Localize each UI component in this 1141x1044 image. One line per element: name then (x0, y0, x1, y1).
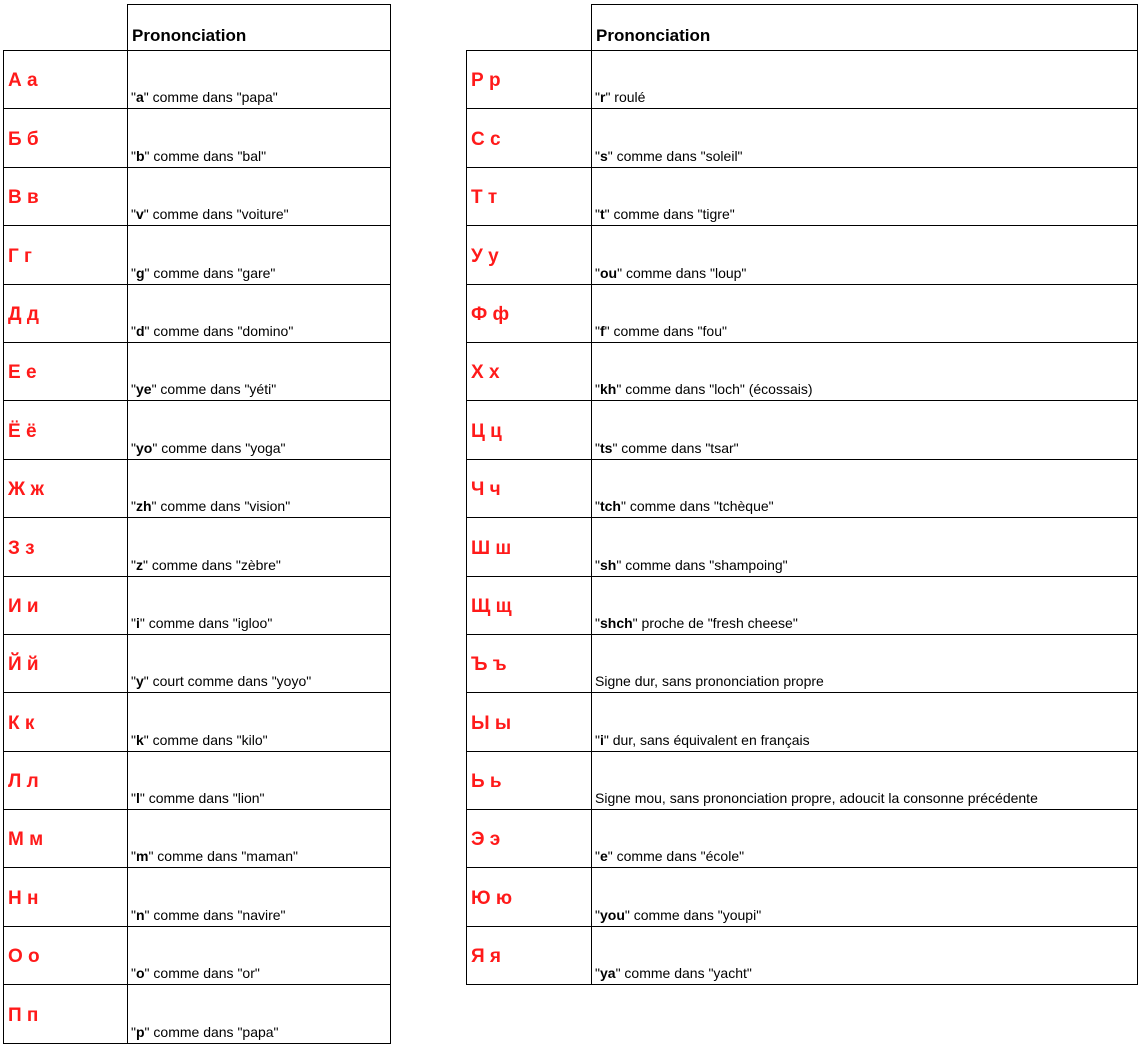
pronunciation-example: " comme dans "tchèque" (620, 498, 774, 515)
header-empty-cell (467, 5, 592, 51)
cyrillic-letter: И и (4, 576, 128, 634)
table-body-right (467, 51, 1138, 985)
cyrillic-letter: Г г (4, 226, 128, 284)
pronunciation-example: " comme dans "gare" (144, 264, 276, 281)
pronunciation-example: " comme dans "maman" (148, 848, 298, 865)
pronunciation-example: " comme dans "lion" (139, 790, 265, 807)
pronunciation-cell (592, 459, 1138, 517)
cyrillic-letter: Ы ы (467, 693, 592, 751)
pronunciation-cell (128, 51, 391, 109)
pronunciation-cell (592, 226, 1138, 284)
pronunciation-example: " roulé (605, 89, 646, 106)
pronunciation-prefix: " (131, 614, 136, 631)
cyrillic-letter: З з (4, 518, 128, 576)
alphabet-table-left (3, 4, 391, 1044)
cyrillic-letter: Щ щ (467, 576, 592, 634)
table-row (4, 226, 391, 284)
cyrillic-letter: К к (4, 693, 128, 751)
cyrillic-letter: Ж ж (4, 459, 128, 517)
pronunciation-sound: sh (599, 556, 617, 573)
pronunciation-prefix: " (131, 264, 136, 281)
pronunciation-cell (592, 751, 1138, 809)
cyrillic-letter: Р р (467, 51, 592, 109)
pronunciation-example: " comme dans "or" (144, 965, 260, 982)
pronunciation-prefix: " (595, 498, 600, 515)
table-row (467, 868, 1138, 926)
table-row (467, 576, 1138, 634)
pronunciation-prefix: " (595, 965, 600, 982)
cyrillic-letter: Ц ц (467, 401, 592, 459)
pronunciation-example: " comme dans "soleil" (607, 147, 743, 164)
cyrillic-letter: Ч ч (467, 459, 592, 517)
pronunciation-cell (128, 985, 391, 1043)
pronunciation-prefix: " (131, 556, 136, 573)
table-row (467, 810, 1138, 868)
pronunciation-prefix: " (131, 965, 136, 982)
pronunciation-prefix: " (131, 381, 136, 398)
cyrillic-letter: Т т (467, 167, 592, 225)
pronunciation-cell (592, 693, 1138, 751)
pronunciation-example: Signe mou, sans prononciation propre, adoucit la consonne précédente (595, 790, 1038, 807)
pronunciation-prefix: " (595, 731, 600, 748)
pronunciation-prefix: " (595, 906, 600, 923)
pronunciation-cell (128, 810, 391, 868)
pronunciation-cell (128, 109, 391, 167)
pronunciation-prefix: " (131, 1023, 136, 1040)
pronunciation-example: " court comme dans "yoyo" (143, 673, 312, 690)
pronunciation-prefix: " (131, 906, 136, 923)
pronunciation-prefix: " (595, 439, 600, 456)
pronunciation-cell (128, 226, 391, 284)
pronunciation-example: " proche de "fresh cheese" (632, 614, 798, 631)
pronunciation-sound: shch (599, 614, 633, 631)
pronunciation-sound: e (599, 848, 608, 865)
table-row (4, 401, 391, 459)
pronunciation-example: " comme dans "loch" (écossais) (616, 381, 813, 398)
pronunciation-sound: i (599, 731, 604, 748)
cyrillic-letter: Ъ ъ (467, 634, 592, 692)
pronunciation-sound: ye (135, 381, 152, 398)
table-header-row (467, 5, 1138, 51)
pronunciation-header: Prononciation (128, 5, 391, 51)
pronunciation-cell (592, 926, 1138, 984)
pronunciation-prefix: " (595, 264, 600, 281)
cyrillic-letter: Д д (4, 284, 128, 342)
pronunciation-sound: ya (599, 965, 616, 982)
pronunciation-example: " comme dans "papa" (143, 89, 278, 106)
pronunciation-sound: g (135, 264, 145, 281)
pronunciation-cell (128, 751, 391, 809)
pronunciation-example: " comme dans "vision" (151, 498, 291, 515)
pronunciation-example: " comme dans "shampoing" (616, 556, 788, 573)
pronunciation-cell (592, 518, 1138, 576)
pronunciation-example: " comme dans "domino" (144, 322, 294, 339)
table-row (4, 634, 391, 692)
pronunciation-cell (128, 401, 391, 459)
pronunciation-cell (128, 284, 391, 342)
pronunciation-prefix: " (131, 498, 136, 515)
pronunciation-sound: z (135, 556, 143, 573)
pronunciation-cell (592, 401, 1138, 459)
pronunciation-cell (128, 459, 391, 517)
pronunciation-example: " comme dans "yacht" (615, 965, 752, 982)
cyrillic-letter: Ь ь (467, 751, 592, 809)
table-row (4, 985, 391, 1043)
pronunciation-cell (128, 518, 391, 576)
table-row (467, 51, 1138, 109)
pronunciation-example: " comme dans "zèbre" (142, 556, 281, 573)
pronunciation-prefix: " (131, 89, 136, 106)
pronunciation-sound: zh (135, 498, 152, 515)
pronunciation-sound: tch (599, 498, 621, 515)
table-row (467, 342, 1138, 400)
pronunciation-sound: ou (599, 264, 618, 281)
table-row (4, 284, 391, 342)
pronunciation-cell (592, 634, 1138, 692)
pronunciation-cell (592, 576, 1138, 634)
pronunciation-example: " comme dans "voiture" (143, 206, 289, 223)
pronunciation-sound: l (135, 790, 140, 807)
cyrillic-letter: Э э (467, 810, 592, 868)
pronunciation-sound: ts (599, 439, 613, 456)
pronunciation-sound: k (135, 731, 144, 748)
pronunciation-example: " comme dans "yéti" (151, 381, 277, 398)
cyrillic-letter: Ю ю (467, 868, 592, 926)
table-row (4, 926, 391, 984)
table-body-left (4, 51, 391, 1044)
pronunciation-prefix: " (131, 848, 136, 865)
pronunciation-example: " comme dans "bal" (144, 147, 267, 164)
table-row (467, 401, 1138, 459)
cyrillic-letter: Й й (4, 634, 128, 692)
pronunciation-prefix: " (595, 381, 600, 398)
pronunciation-cell (128, 576, 391, 634)
pronunciation-prefix: " (131, 790, 136, 807)
pronunciation-example: " comme dans "yoga" (152, 439, 286, 456)
pronunciation-sound: f (599, 322, 605, 339)
pronunciation-example: " comme dans "tigre" (604, 206, 735, 223)
table-row (467, 459, 1138, 517)
pronunciation-sound: a (135, 89, 144, 106)
pronunciation-sound: s (599, 147, 608, 164)
table-row (467, 751, 1138, 809)
pronunciation-sound: i (135, 614, 140, 631)
table-row (4, 518, 391, 576)
cyrillic-letter: В в (4, 167, 128, 225)
pronunciation-prefix: " (131, 322, 136, 339)
cyrillic-letter: Ш ш (467, 518, 592, 576)
pronunciation-sound: you (599, 906, 625, 923)
cyrillic-letter: У у (467, 226, 592, 284)
pronunciation-cell (592, 51, 1138, 109)
pronunciation-cell (128, 926, 391, 984)
pronunciation-cell (128, 342, 391, 400)
cyrillic-letter: М м (4, 810, 128, 868)
pronunciation-cell (128, 693, 391, 751)
cyrillic-letter: А а (4, 51, 128, 109)
pronunciation-header: Prononciation (592, 5, 1138, 51)
cyrillic-letter: Х х (467, 342, 592, 400)
table-row (467, 634, 1138, 692)
pronunciation-prefix: " (595, 322, 600, 339)
pronunciation-sound: yo (135, 439, 153, 456)
table-row (4, 751, 391, 809)
pronunciation-sound: n (135, 906, 145, 923)
table-row (467, 284, 1138, 342)
table-row (4, 51, 391, 109)
cyrillic-letter: Л л (4, 751, 128, 809)
pronunciation-prefix: " (131, 206, 136, 223)
cyrillic-letter: Я я (467, 926, 592, 984)
pronunciation-prefix: " (131, 673, 136, 690)
cyrillic-letter: Н н (4, 868, 128, 926)
pronunciation-prefix: " (595, 147, 600, 164)
pronunciation-example: " comme dans "papa" (144, 1023, 279, 1040)
cyrillic-letter: Ё ё (4, 401, 128, 459)
table-row (4, 109, 391, 167)
cyrillic-letter: О о (4, 926, 128, 984)
pronunciation-example: " comme dans "fou" (604, 322, 727, 339)
table-row (4, 342, 391, 400)
pronunciation-cell (128, 167, 391, 225)
table-row (4, 167, 391, 225)
pronunciation-cell (128, 634, 391, 692)
pronunciation-cell (128, 868, 391, 926)
pronunciation-sound: d (135, 322, 145, 339)
pronunciation-cell (592, 284, 1138, 342)
pronunciation-example: " comme dans "youpi" (624, 906, 762, 923)
cyrillic-letter: Б б (4, 109, 128, 167)
pronunciation-sound: o (135, 965, 145, 982)
table-row (4, 576, 391, 634)
table-row (467, 926, 1138, 984)
pronunciation-example: " comme dans "navire" (144, 906, 286, 923)
pronunciation-cell (592, 167, 1138, 225)
pronunciation-prefix: " (131, 147, 136, 164)
cyrillic-letter: С с (467, 109, 592, 167)
table-row (467, 167, 1138, 225)
pronunciation-prefix: " (131, 731, 136, 748)
pronunciation-prefix: " (595, 556, 600, 573)
pronunciation-example: " comme dans "loup" (617, 264, 747, 281)
pronunciation-example: " comme dans "igloo" (139, 614, 273, 631)
cyrillic-letter: Ф ф (467, 284, 592, 342)
pronunciation-sound: kh (599, 381, 617, 398)
pronunciation-example: " dur, sans équivalent en français (603, 731, 810, 748)
pronunciation-sound: b (135, 147, 145, 164)
table-row (4, 459, 391, 517)
table-header-row (4, 5, 391, 51)
cyrillic-letter: П п (4, 985, 128, 1043)
table-row (467, 518, 1138, 576)
pronunciation-example: " comme dans "kilo" (143, 731, 268, 748)
table-row (4, 693, 391, 751)
pronunciation-cell (592, 868, 1138, 926)
pronunciation-prefix: " (595, 614, 600, 631)
pronunciation-sound: m (135, 848, 149, 865)
pronunciation-example: Signe dur, sans prononciation propre (595, 673, 824, 690)
pronunciation-prefix: " (595, 848, 600, 865)
pronunciation-sound: r (599, 89, 606, 106)
table-row (467, 109, 1138, 167)
pronunciation-sound: p (135, 1023, 145, 1040)
pronunciation-example: " comme dans "tsar" (612, 439, 739, 456)
pronunciation-cell (592, 342, 1138, 400)
pronunciation-example: " comme dans "école" (607, 848, 745, 865)
alphabet-table-right (466, 4, 1138, 985)
pronunciation-sound: y (135, 673, 144, 690)
pronunciation-cell (592, 109, 1138, 167)
table-row (4, 868, 391, 926)
header-empty-cell (4, 5, 128, 51)
table-row (4, 810, 391, 868)
table-row (467, 226, 1138, 284)
pronunciation-prefix: " (131, 439, 136, 456)
pronunciation-cell (592, 810, 1138, 868)
pronunciation-sound: t (599, 206, 605, 223)
pronunciation-sound: v (135, 206, 144, 223)
pronunciation-prefix: " (595, 206, 600, 223)
cyrillic-letter: Е е (4, 342, 128, 400)
pronunciation-prefix: " (595, 89, 600, 106)
table-row (467, 693, 1138, 751)
